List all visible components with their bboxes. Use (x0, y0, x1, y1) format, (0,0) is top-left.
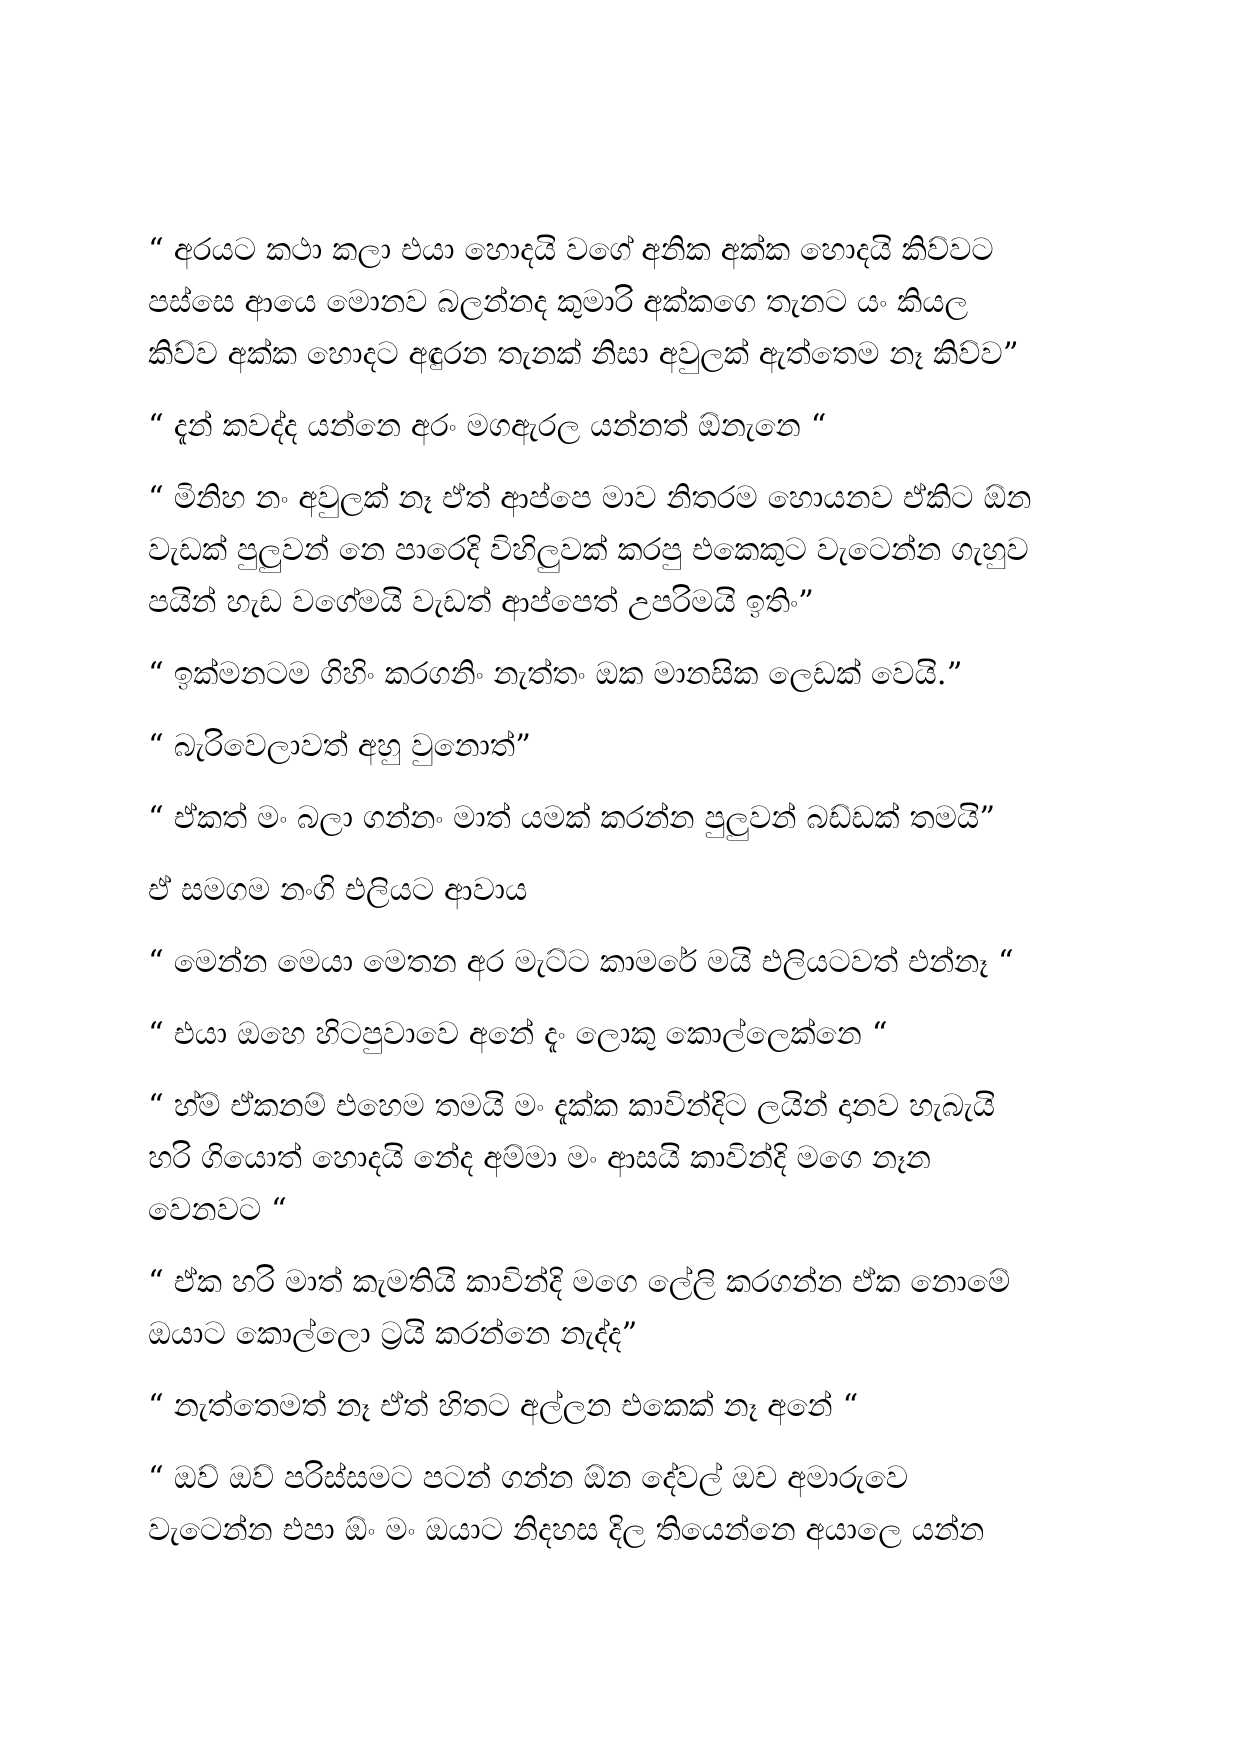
paragraph (148, 472, 1108, 628)
paragraph (148, 936, 1108, 988)
text-line: “ ඒකත් මං බලා ගන්නං මාත් යමක් කරන්න පුලුවන් බඩ්ඩක් තමයි” (148, 800, 996, 836)
text-line: පස්සෙ ආයෙ මොනව බලන්නද කුමාරි අක්කගෙ තැනට යං කියල (148, 284, 969, 320)
text-line: හරි ගියොත් හොදයි නේද අම්මා මං ආසයි කාවින්දි මගෙ නෑන (148, 1140, 931, 1176)
text-line: “ එයා ඔහෙ හිටපුවාවෙ අනේ දැං ලොකු කොල්ලෙක්නෙ “ (148, 1016, 888, 1052)
text-line: “ හ්ම් ඒකනම් එහෙම තමයි මං දැක්ක කාවින්දිට ලයින් දානව හැබැයි (148, 1088, 996, 1124)
text-line: පයින් හැඩ වගේමයි වැඩත් ආප්පෙත් උපරිමයි ඉතිං” (148, 584, 814, 620)
text-line: ඔයාට කොල්ලො ට්‍රයි කරන්නෙ නැද්ද” (148, 1316, 638, 1352)
text-line: “ නැත්තෙමත් නෑ ඒත් හිතට අල්ලන එකෙක් නෑ අනේ “ (148, 1388, 859, 1424)
text-line: “ ඔව් ඔව් පරිස්සමට පටන් ගන්න ඕන දේවල් ඔච අමාරුවෙ (148, 1460, 908, 1496)
paragraph (148, 1452, 1108, 1556)
paragraph (148, 1256, 1108, 1360)
text-line: “ බැරිවෙලාවත් අහු වුනොත්” (148, 728, 531, 764)
paragraph (148, 792, 1108, 844)
text-line: “ දැන් කවද්ද යන්නෙ අරං මගඇරල යන්නත් ඕනැනෙ “ (148, 408, 827, 444)
text-line: “ මෙන්න මෙයා මෙතන අර මැට්ට කාමරේ මයි එලියටවත් එන්නෑ “ (148, 944, 1014, 980)
text-line: “ ඉක්මනටම ගිහිං කරගනිං නැත්තං ඔක මානසික ලෙඩක් වෙයි.” (148, 656, 963, 692)
paragraph (148, 1008, 1108, 1060)
text-line: වැඩක් පුලුවන් නෙ පාරෙදි විහිලුවක් කරපු එකෙකුට වැටෙන්න ගැහුව (148, 532, 1029, 568)
text-line: වෙනවට “ (148, 1192, 287, 1228)
paragraph (148, 648, 1108, 700)
paragraph (148, 720, 1108, 772)
text-line: “ මිනිහ නං අවුලක් නෑ ඒත් ආප්පෙ මාව නිතරම හොයනව ඒකිට ඕන (148, 480, 1032, 516)
text-line: ඒ සමගම නංගි එලියට ආවාය (148, 872, 528, 908)
paragraph (148, 1380, 1108, 1432)
story-text (148, 224, 1108, 1576)
paragraph (148, 864, 1108, 916)
paragraph (148, 400, 1108, 452)
paragraph (148, 224, 1108, 380)
text-line: “ අරයට කථා කලා එයා හොදයි වගේ අනික අක්ක හොදයි කිව්වට (148, 232, 994, 268)
paragraph (148, 1080, 1108, 1236)
text-line: වැටෙන්න එපා ඕං මං ඔයාට නිදහස දිල තියෙන්නෙ අයාලෙ යන්න (148, 1512, 985, 1548)
text-line: කිව්ව අක්ක හොදට අඳුරන තැනක් නිසා අවුලක් ඇත්තෙම නෑ කිව්ව” (148, 336, 1019, 372)
text-line: “ ඒක හරි මාත් කැමතියි කාවින්දි මගෙ ලේලි කරගන්න ඒක නොමේ (148, 1264, 1011, 1300)
